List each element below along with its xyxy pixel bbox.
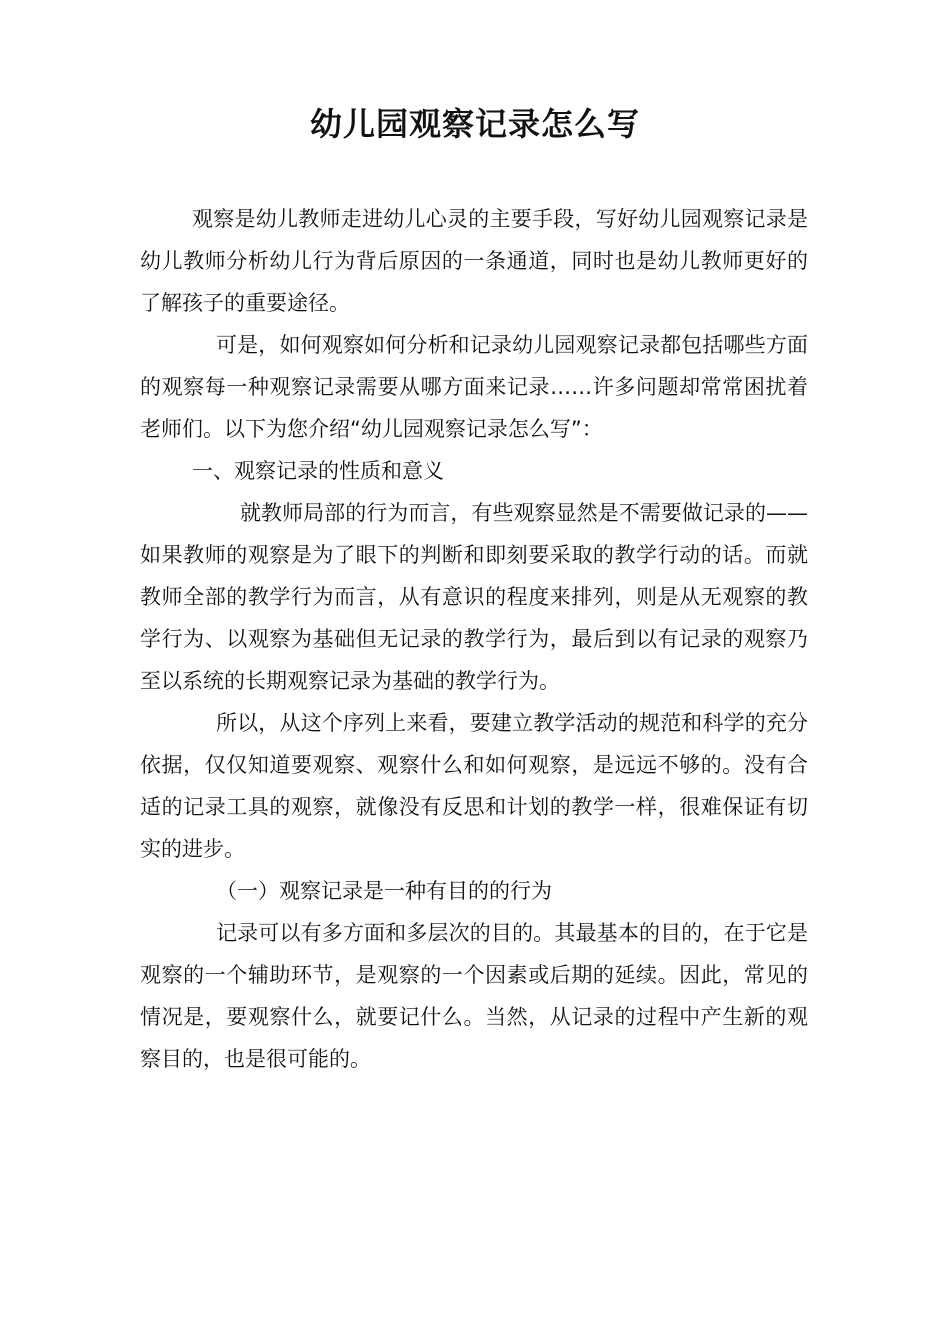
paragraph-sequence: 所以，从这个序列上来看，要建立教学活动的规范和科学的充分依据，仅仅知道要观察、观察什么和如何观察，是远远不够的。没有合适的记录工具的观察，就像没有反思和计划的教学一样，很难保证有切实的进步。 <box>140 711 808 861</box>
subsection-heading-purpose: （一）观察记录是一种有目的的行为 <box>216 879 552 903</box>
section-heading-nature: 一、观察记录的性质和意义 <box>192 459 444 483</box>
paragraph-record-purpose: 记录可以有多方面和多层次的目的。其最基本的目的，在于它是观察的一个辅助环节，是观察的一个因素或后期的延续。因此，常见的情况是，要观察什么，就要记什么。当然，从记录的过程中产生新的观察目的，也是很可能的。 <box>140 921 808 1071</box>
document-body <box>140 198 808 1080</box>
paragraph-teacher-behavior: 就教师局部的行为而言，有些观察显然是不需要做记录的——如果教师的观察是为了眼下的判断和即刻要采取的教学行动的话。而就教师全部的教学行为而言，从有意识的程度来排列，则是从无观察的教学行为、以观察为基础但无记录的教学行为，最后到以有记录的观察乃至以系统的长期观察记录为基础的教学行为。 <box>140 501 808 693</box>
paragraph-question: 可是，如何观察如何分析和记录幼儿园观察记录都包括哪些方面的观察每一种观察记录需要从哪方面来记录……许多问题却常常困扰着老师们。以下为您介绍“幼儿园观察记录怎么写”： <box>140 333 808 441</box>
paragraph-intro: 观察是幼儿教师走进幼儿心灵的主要手段，写好幼儿园观察记录是幼儿教师分析幼儿行为背后原因的一条通道，同时也是幼儿教师更好的了解孩子的重要途径。 <box>140 207 808 315</box>
page-title: 幼儿园观察记录怎么写 <box>309 105 640 143</box>
